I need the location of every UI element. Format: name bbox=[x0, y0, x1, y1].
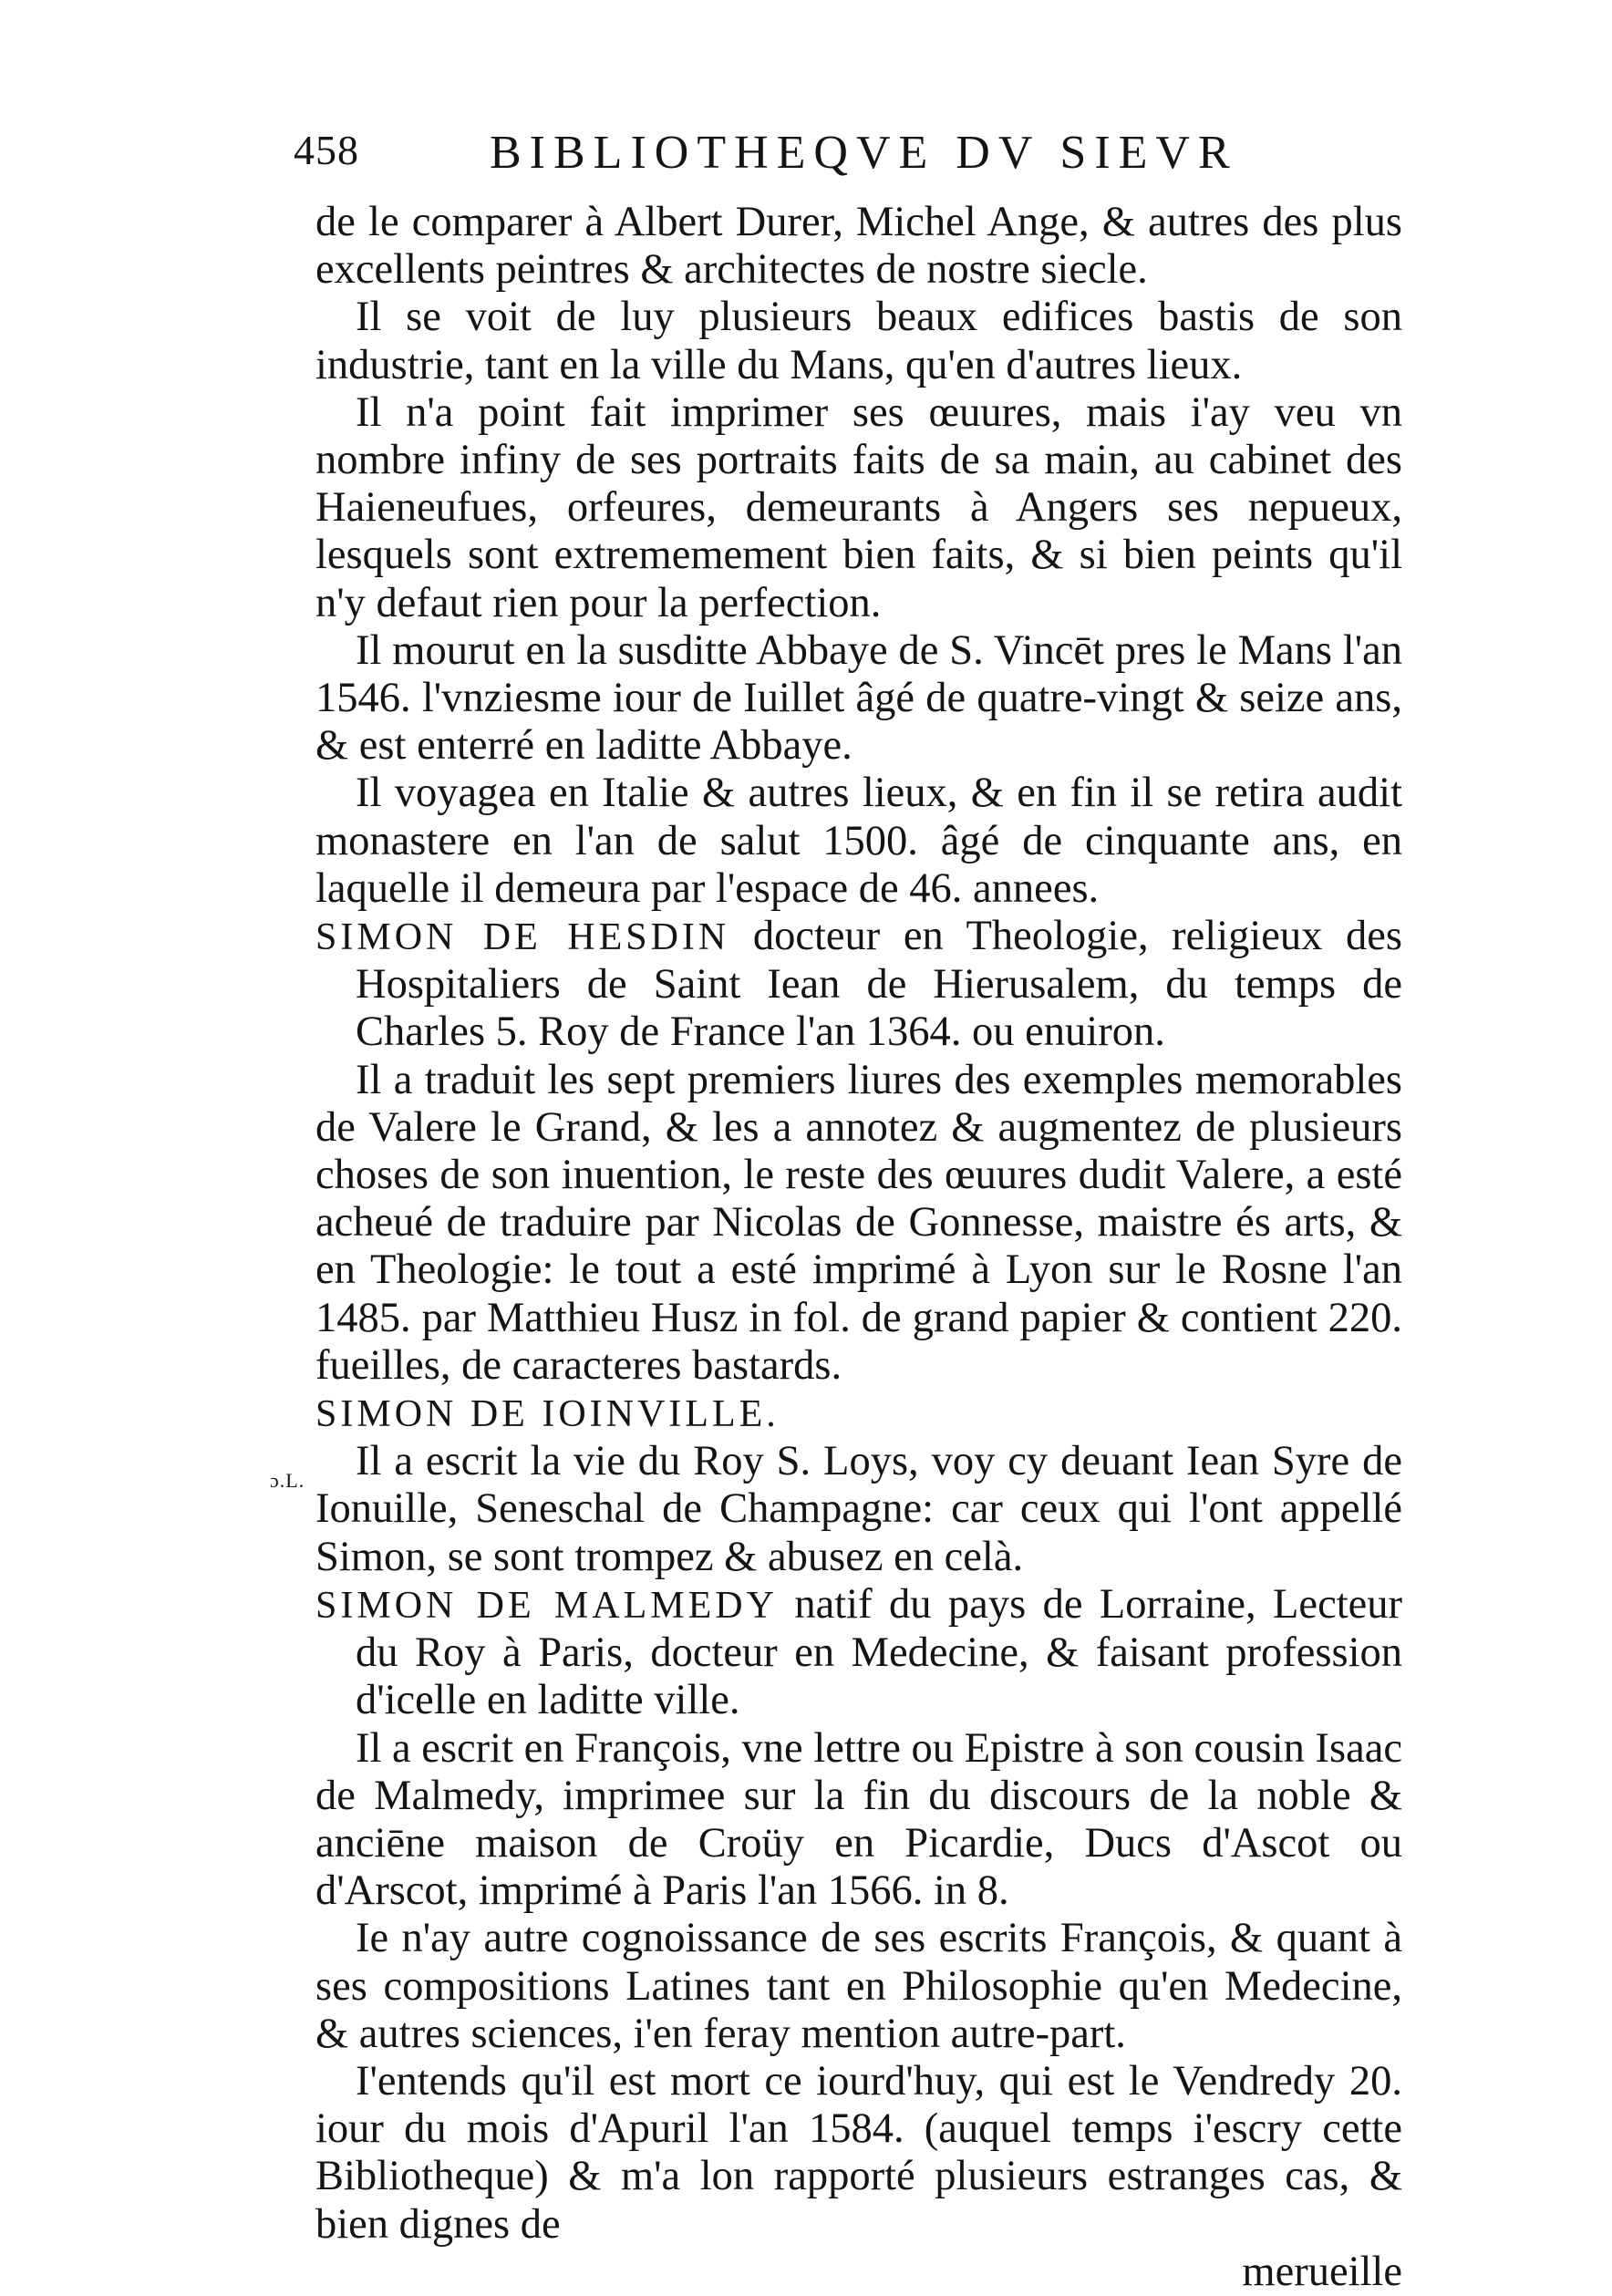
paragraph: de le comparer à Albert Durer, Michel Ange, & autres des plus excellents peintres & architectes de nostre siecle. bbox=[315, 199, 1402, 294]
paragraph: Il se voit de luy plusieurs beaux edifices bastis de son industrie, tant en la ville du Mans, qu'en d'autres lieux. bbox=[315, 294, 1402, 388]
marginal-note: ɔ.L. bbox=[270, 1469, 305, 1492]
entry-name: SIMON DE HESDIN bbox=[315, 916, 730, 959]
running-title: BIBLIOTHEQVE DV SIEVR bbox=[490, 127, 1238, 179]
paragraph: Il voyagea en Italie & autres lieux, & en fin il se retira audit monastere en l'an de salut 1500. âgé de cinquante ans, en laquelle il demeura par l'espace de 46. annees. bbox=[315, 770, 1402, 912]
paragraph: Ie n'ay autre cognoissance de ses escrits François, & quant à ses compositions Latines tant en Philosophie qu'en Medecine, & autres sciences, i'en feray mention autre-part. bbox=[315, 1915, 1402, 2057]
entry-simon-de-malmedy bbox=[315, 1581, 1402, 1725]
paragraph: I'entends qu'il est mort ce iourd'huy, qui est le Vendredy 20. iour du mois d'Apuril l'an 1584. (auquel temps i'escry cette Bibliotheque) & m'a lon rapporté plusieurs estranges cas, & bien dignes de bbox=[315, 2057, 1402, 2248]
entry-name: SIMON DE IOINVILLE. bbox=[315, 1393, 780, 1436]
entry-name: SIMON DE MALMEDY bbox=[315, 1584, 778, 1627]
text-block bbox=[315, 199, 1402, 2296]
paragraph: Il a escrit la vie du Roy S. Loys, voy cy deuant Iean Syre de Ionuille, Seneschal de Champagne: car ceux qui l'ont appellé Simon, se sont trompez & abusez en celà. bbox=[315, 1438, 1402, 1580]
page-header bbox=[294, 126, 1424, 190]
paragraph: Il n'a point fait imprimer ses œuures, mais i'ay veu vn nombre infiny de ses portraits faits de sa main, au cabinet des Haieneufues, orfeures, demeurants à Angers ses nepueux, lesquels sont extrememement bien faits, & si bien peints qu'il n'y defaut rien pour la perfection. bbox=[315, 388, 1402, 626]
catchword: merueille bbox=[1242, 2248, 1402, 2295]
page-number: 458 bbox=[294, 127, 359, 173]
entry-text: natif du pays de Lorraine, Lecteur du Roy à Paris, docteur en Medecine, & faisant profession d'icelle en laditte ville. bbox=[356, 1580, 1403, 1724]
paragraph: Il mourut en la susditte Abbaye de S. Vincēt pres le Mans l'an 1546. l'vnziesme iour de Iuillet âgé de quatre-vingt & seize ans, & est enterré en laditte Abbaye. bbox=[315, 626, 1402, 770]
paragraph: Il a traduit les sept premiers liures des exemples memorables de Valere le Grand, & les a annotez & augmentez de plusieurs choses de son inuention, le reste des œuures dudit Valere, a esté acheué de traduire par Nicolas de Gonnesse, maistre és arts, & en Theologie: le tout a esté imprimé à Lyon sur le Rosne l'an 1485. par Matthieu Husz in fol. de grand papier & contient 220. fueilles, de caracteres bastards. bbox=[315, 1056, 1402, 1389]
paragraph: Il a escrit en François, vne lettre ou Epistre à son cousin Isaac de Malmedy, imprimee sur la fin du discours de la noble & anciēne maison de Croüy en Picardie, Ducs d'Ascot ou d'Arscot, imprimé à Paris l'an 1566. in 8. bbox=[315, 1724, 1402, 1915]
entry-text: docteur en Theologie, religieux des Hospitaliers de Saint Iean de Hierusalem, du temps de Charles 5. Roy de France l'an 1364. ou enuiron. bbox=[356, 913, 1402, 1056]
entry-simon-de-hesdin bbox=[315, 913, 1402, 1057]
entry-simon-de-ioinville bbox=[315, 1390, 1402, 1438]
